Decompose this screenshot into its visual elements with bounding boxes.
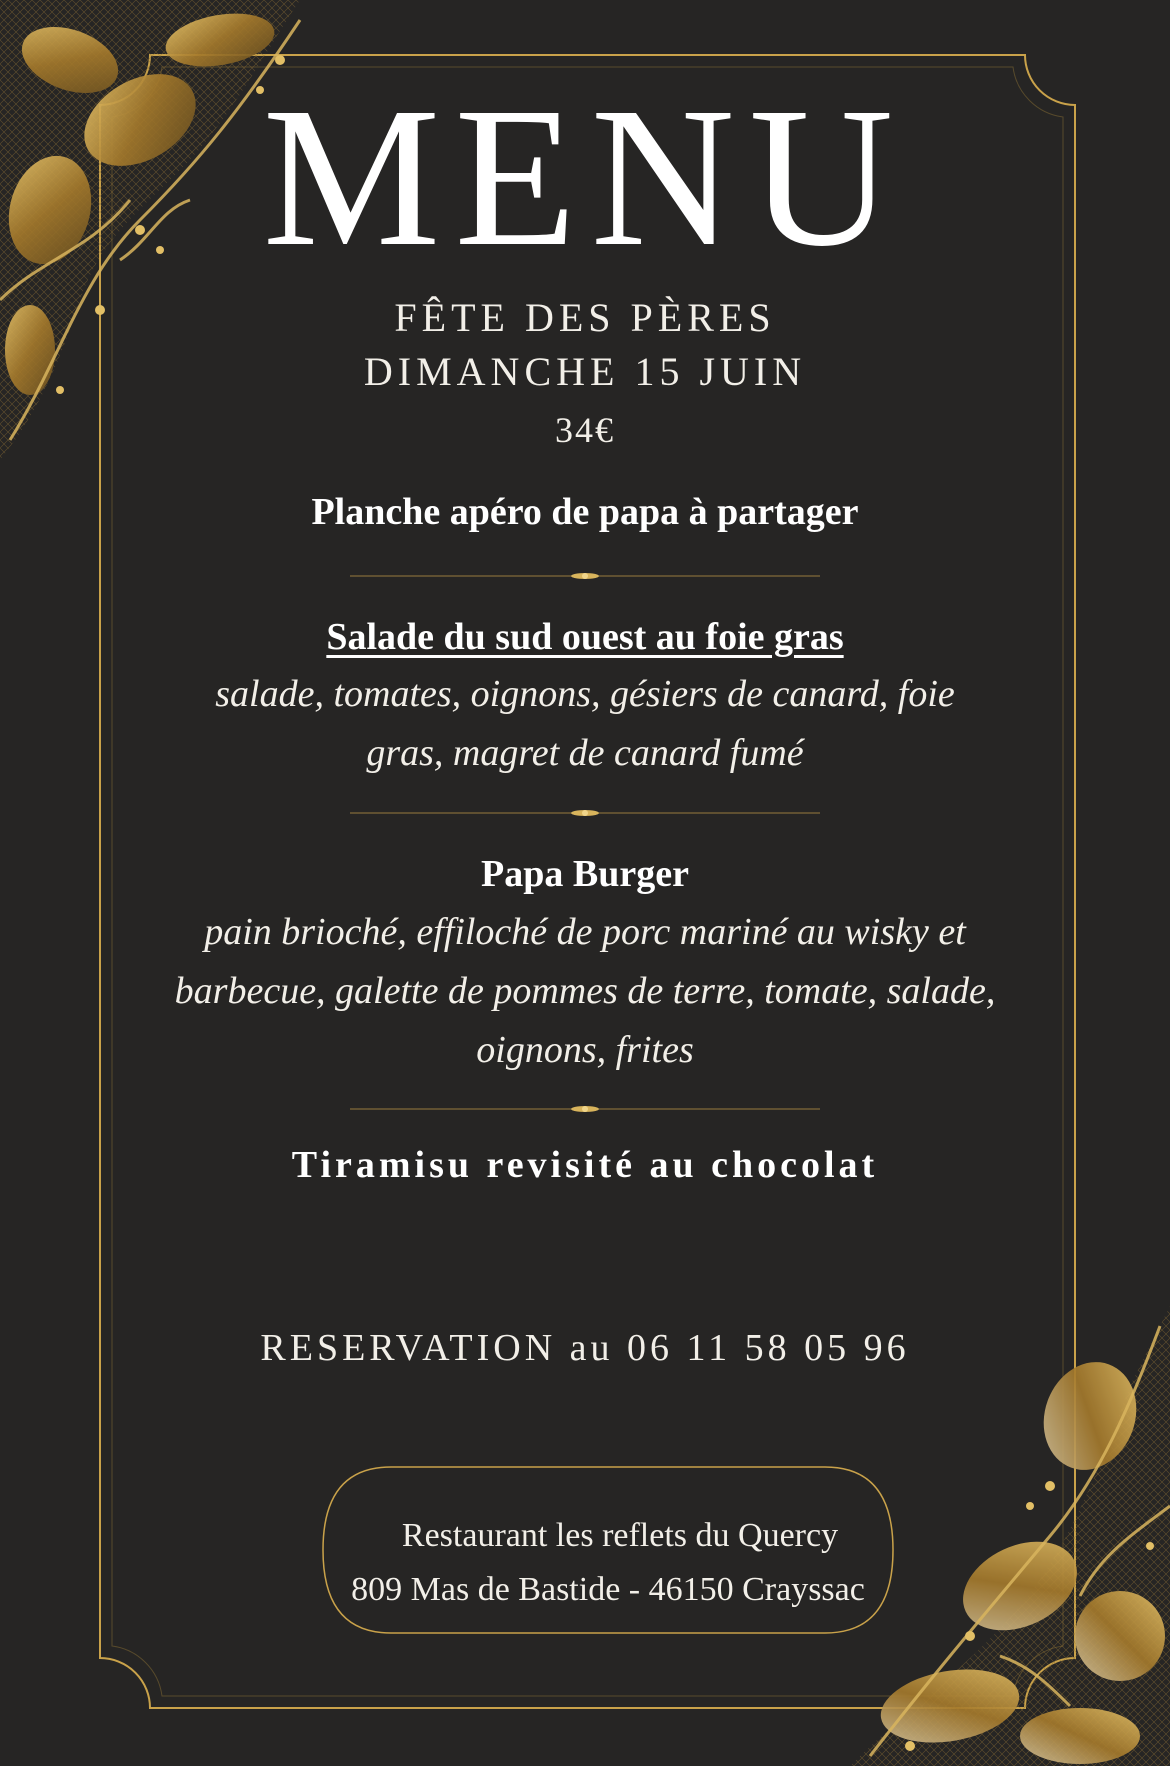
restaurant-address-box (321, 1465, 895, 1635)
ornament-divider (350, 570, 820, 582)
course-title-salad: Salade du sud ouest au foie gras (326, 616, 844, 658)
course-description-burger: pain brioché, effiloché de porc mariné au wisky et barbecue, galette de pommes de terre, tomate, salade, oignons, frites (174, 911, 996, 1071)
course-title-dessert: Tiramisu revisité au chocolat (291, 1144, 879, 1186)
course-description-salad: salade, tomates, oignons, gésiers de canard, foie gras, magret de canard fumé (215, 673, 955, 774)
ornament-divider (350, 1103, 820, 1115)
course-title-starter: Planche apéro de papa à partager (311, 491, 859, 533)
ornament-divider (350, 807, 820, 819)
event-name: FÊTE DES PÈRES (394, 295, 776, 340)
restaurant-name: Restaurant les reflets du Quercy (401, 1517, 839, 1554)
reservation-phone: RESERVATION au 06 11 58 05 96 (260, 1327, 910, 1369)
menu-price: 34€ (555, 410, 615, 450)
course-title-burger: Papa Burger (481, 853, 689, 895)
event-date: DIMANCHE 15 JUIN (363, 349, 807, 394)
restaurant-address: 809 Mas de Bastide - 46150 Crayssac (351, 1571, 865, 1608)
menu-title: MENU (262, 67, 908, 288)
